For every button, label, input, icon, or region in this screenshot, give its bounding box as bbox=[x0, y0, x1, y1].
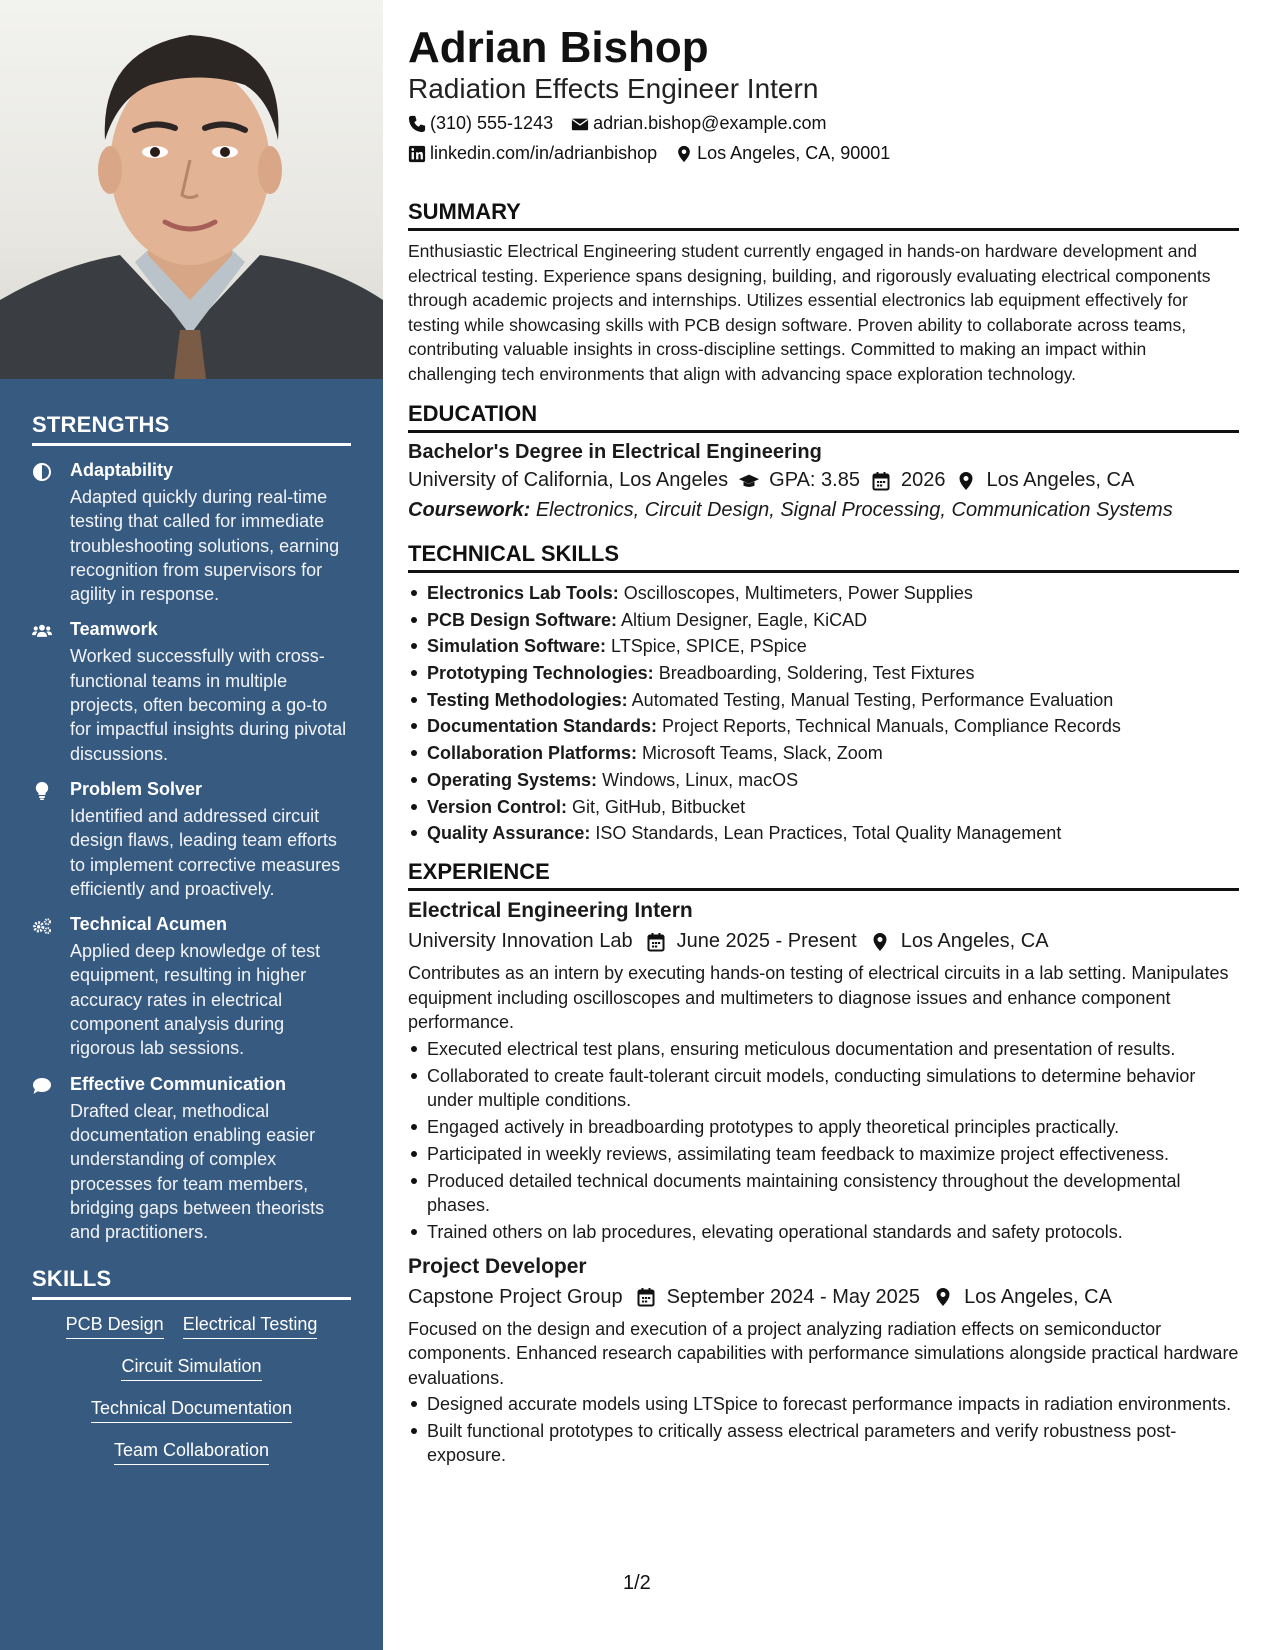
skill-value: LTSpice, SPICE, PSpice bbox=[611, 636, 807, 657]
page-number: 1/2 bbox=[623, 1572, 651, 1594]
gears-icon bbox=[32, 914, 70, 1060]
strength-description: Worked successfully with cross-functional teams in multiple projects, often becoming a go-to for impactful insights during pivotal discussions. bbox=[70, 646, 347, 764]
list-item: Trained others on lab procedures, elevating operational standards and safety protocols. bbox=[408, 1220, 1239, 1244]
strength-item bbox=[32, 914, 351, 1060]
skill-label: Operating Systems: bbox=[427, 769, 598, 790]
lightbulb-icon bbox=[32, 779, 70, 901]
list-item bbox=[408, 741, 1239, 765]
list-item bbox=[408, 795, 1239, 819]
strength-item bbox=[32, 1074, 351, 1245]
sidebar bbox=[0, 0, 383, 1650]
contact-email[interactable] bbox=[571, 113, 826, 134]
job-meta bbox=[408, 1286, 1239, 1309]
phone-icon bbox=[408, 115, 426, 133]
strength-item bbox=[32, 460, 351, 606]
users-icon bbox=[32, 619, 70, 765]
calendar-icon bbox=[870, 471, 892, 491]
skill-tag: Circuit Simulation bbox=[121, 1356, 261, 1381]
technical-skills-section bbox=[408, 541, 1239, 845]
map-marker-icon bbox=[675, 145, 693, 163]
summary-section bbox=[408, 199, 1239, 386]
list-item bbox=[408, 634, 1239, 658]
strength-description: Applied deep knowledge of test equipment, resulting in higher accuracy rates in electrical component analysis during rigorous lab sessions. bbox=[70, 941, 321, 1059]
email-text: adrian.bishop@example.com bbox=[593, 113, 827, 133]
list-item: Collaborated to create fault-tolerant circuit models, conducting simulations to determine behavior under multiple conditions. bbox=[408, 1064, 1239, 1112]
job-meta bbox=[408, 930, 1239, 953]
skill-value: Git, GitHub, Bitbucket bbox=[572, 796, 746, 817]
school-name: University of California, Los Angeles bbox=[408, 469, 729, 491]
skill-label: Collaboration Platforms: bbox=[427, 743, 638, 764]
skill-value: ISO Standards, Lean Practices, Total Quality Management bbox=[595, 823, 1062, 844]
contact-row bbox=[408, 143, 1239, 164]
education-section bbox=[408, 401, 1239, 522]
skill-value: Windows, Linux, macOS bbox=[602, 769, 799, 790]
job-title: Electrical Engineering Intern bbox=[408, 899, 693, 923]
job-description: Focused on the design and execution of a project analyzing radiation effects on semiconductor components. Enhanced research capabilities with performance simulations alongside practical hardware evaluations. bbox=[408, 1318, 1239, 1388]
list-item: Participated in weekly reviews, assimilating team feedback to maximize project effectiveness. bbox=[408, 1142, 1239, 1166]
skill-row bbox=[32, 1356, 351, 1381]
skill-tag: Technical Documentation bbox=[91, 1398, 292, 1423]
list-item: Produced detailed technical documents maintaining consistency throughout the developmental phases. bbox=[408, 1169, 1239, 1217]
calendar-icon bbox=[645, 932, 667, 952]
strength-item bbox=[32, 619, 351, 765]
job-bullets bbox=[408, 1392, 1239, 1467]
list-item: Built functional prototypes to critically assess electrical parameters and verify robustness post-exposure. bbox=[408, 1419, 1239, 1467]
skill-row bbox=[32, 1440, 351, 1465]
profile-photo bbox=[0, 0, 383, 379]
experience-heading: EXPERIENCE bbox=[408, 859, 1239, 891]
skill-value: Automated Testing, Manual Testing, Performance Evaluation bbox=[631, 689, 1114, 710]
job-location: Los Angeles, CA bbox=[964, 1285, 1112, 1308]
strength-description: Adapted quickly during real-time testing that called for immediate troubleshooting solutions, earning recognition from supervisors for agility in response. bbox=[70, 487, 340, 605]
skill-label: PCB Design Software: bbox=[427, 609, 618, 630]
job-location: Los Angeles, CA bbox=[900, 930, 1049, 953]
skill-label: Quality Assurance: bbox=[427, 823, 591, 844]
linkedin-text: linkedin.com/in/adrianbishop bbox=[430, 143, 658, 163]
list-item bbox=[408, 661, 1239, 685]
skills-heading: SKILLS bbox=[32, 1266, 351, 1300]
skill-value: Altium Designer, Eagle, KiCAD bbox=[621, 609, 868, 630]
graduation-year: 2026 bbox=[900, 469, 946, 491]
job-description: Contributes as an intern by executing hands-on testing of electrical circuits in a lab setting. Manipulates equipment including oscilloscopes and multimeters to diagnose issues and enhance component performance. bbox=[408, 963, 1229, 1033]
phone-text: (310) 555-1243 bbox=[430, 113, 554, 133]
strength-title: Effective Communication bbox=[70, 1073, 287, 1094]
list-item: Executed electrical test plans, ensuring meticulous documentation and presentation of results. bbox=[408, 1037, 1239, 1061]
list-item bbox=[408, 821, 1239, 845]
coursework-text: Electronics, Circuit Design, Signal Processing, Communication Systems bbox=[535, 499, 1173, 521]
company-name: Capstone Project Group bbox=[408, 1285, 623, 1308]
job-entry bbox=[408, 1255, 1239, 1468]
strength-title: Technical Acumen bbox=[70, 914, 228, 935]
job-entry bbox=[408, 899, 1239, 1244]
skill-tag: Electrical Testing bbox=[183, 1314, 318, 1339]
strength-title: Adaptability bbox=[70, 460, 174, 480]
job-bullets bbox=[408, 1037, 1239, 1244]
skill-value: Breadboarding, Soldering, Test Fixtures bbox=[658, 663, 975, 684]
candidate-role: Radiation Effects Engineer Intern bbox=[408, 73, 819, 104]
gpa-text: GPA: 3.85 bbox=[769, 469, 860, 491]
list-item bbox=[408, 608, 1239, 632]
list-item bbox=[408, 581, 1239, 605]
skill-value: Oscilloscopes, Multimeters, Power Supplies bbox=[623, 583, 973, 603]
linkedin-icon bbox=[408, 145, 426, 163]
comment-icon bbox=[32, 1074, 70, 1245]
map-marker-icon bbox=[955, 471, 977, 491]
skill-tag: PCB Design bbox=[66, 1314, 164, 1339]
skill-label: Testing Methodologies: bbox=[427, 689, 628, 710]
contact-location bbox=[675, 143, 890, 164]
summary-heading: SUMMARY bbox=[408, 199, 1239, 231]
job-title: Project Developer bbox=[408, 1254, 587, 1278]
experience-section bbox=[408, 859, 1239, 1467]
contact-linkedin[interactable] bbox=[408, 143, 657, 164]
calendar-icon bbox=[635, 1287, 657, 1307]
skill-label: Documentation Standards: bbox=[427, 716, 658, 737]
list-item: Designed accurate models using LTSpice to forecast performance impacts in radiation environments. bbox=[408, 1392, 1239, 1416]
education-heading: EDUCATION bbox=[408, 401, 1239, 433]
map-marker-icon bbox=[869, 932, 891, 952]
list-item bbox=[408, 688, 1239, 712]
skill-label: Electronics Lab Tools: bbox=[427, 583, 619, 603]
strength-title: Teamwork bbox=[70, 619, 158, 640]
company-name: University Innovation Lab bbox=[408, 930, 633, 953]
list-item: Engaged actively in breadboarding prototypes to apply theoretical principles practically. bbox=[408, 1115, 1239, 1139]
skill-label: Prototyping Technologies: bbox=[427, 663, 654, 684]
education-location: Los Angeles, CA bbox=[986, 469, 1135, 491]
strength-description: Drafted clear, methodical documentation enabling easier understanding of complex processes for team members, bridging gaps between theorists and practitioners. bbox=[70, 1100, 325, 1243]
summary-text: Enthusiastic Electrical Engineering student currently engaged in hands-on hardware development and electrical testing. Experience spans designing, building, and rigorously evaluating electrical components through academic projects and internships. Utilizes essential electronics lab equipment effectively for testing while showcasing skills with PCB design software. Proven ability to collaborate across teams, contributing valuable insights in cross-discipline settings. Committed to making an impact within challenging tech environments that align with advancing space exploration technology. bbox=[408, 241, 1211, 384]
list-item bbox=[408, 768, 1239, 792]
technical-skills-list bbox=[408, 581, 1239, 845]
list-item bbox=[408, 714, 1239, 738]
job-dates: June 2025 - Present bbox=[676, 930, 857, 953]
location-text: Los Angeles, CA, 90001 bbox=[697, 143, 891, 163]
sidebar-content bbox=[32, 412, 351, 1482]
technical-skills-heading: TECHNICAL SKILLS bbox=[408, 541, 1239, 573]
job-dates: September 2024 - May 2025 bbox=[666, 1285, 921, 1308]
skill-label: Version Control: bbox=[427, 796, 568, 817]
contact-phone bbox=[408, 113, 553, 134]
strength-description: Identified and addressed circuit design flaws, leading team efforts to implement corrective measures efficiently and proactively. bbox=[70, 805, 341, 899]
coursework-label: Coursework: bbox=[408, 499, 531, 521]
strengths-heading: STRENGTHS bbox=[32, 412, 351, 446]
education-details bbox=[408, 469, 1239, 492]
main-content bbox=[408, 22, 1239, 1470]
skill-row bbox=[32, 1314, 351, 1339]
graduation-cap-icon bbox=[738, 471, 760, 491]
envelope-icon bbox=[571, 115, 589, 133]
map-marker-icon bbox=[932, 1287, 954, 1307]
degree-title: Bachelor's Degree in Electrical Engineering bbox=[408, 441, 822, 463]
skill-row bbox=[32, 1398, 351, 1423]
skill-value: Project Reports, Technical Manuals, Compliance Records bbox=[662, 716, 1121, 737]
candidate-name: Adrian Bishop bbox=[408, 23, 709, 72]
strength-title: Problem Solver bbox=[70, 778, 203, 799]
strength-item bbox=[32, 779, 351, 901]
skill-label: Simulation Software: bbox=[427, 636, 607, 657]
contrast-icon bbox=[32, 460, 70, 606]
skill-value: Microsoft Teams, Slack, Zoom bbox=[642, 743, 883, 764]
portrait-illustration bbox=[0, 0, 383, 379]
contact-row bbox=[408, 113, 1239, 134]
skill-tag: Team Collaboration bbox=[114, 1440, 269, 1465]
coursework-line bbox=[408, 499, 1239, 522]
